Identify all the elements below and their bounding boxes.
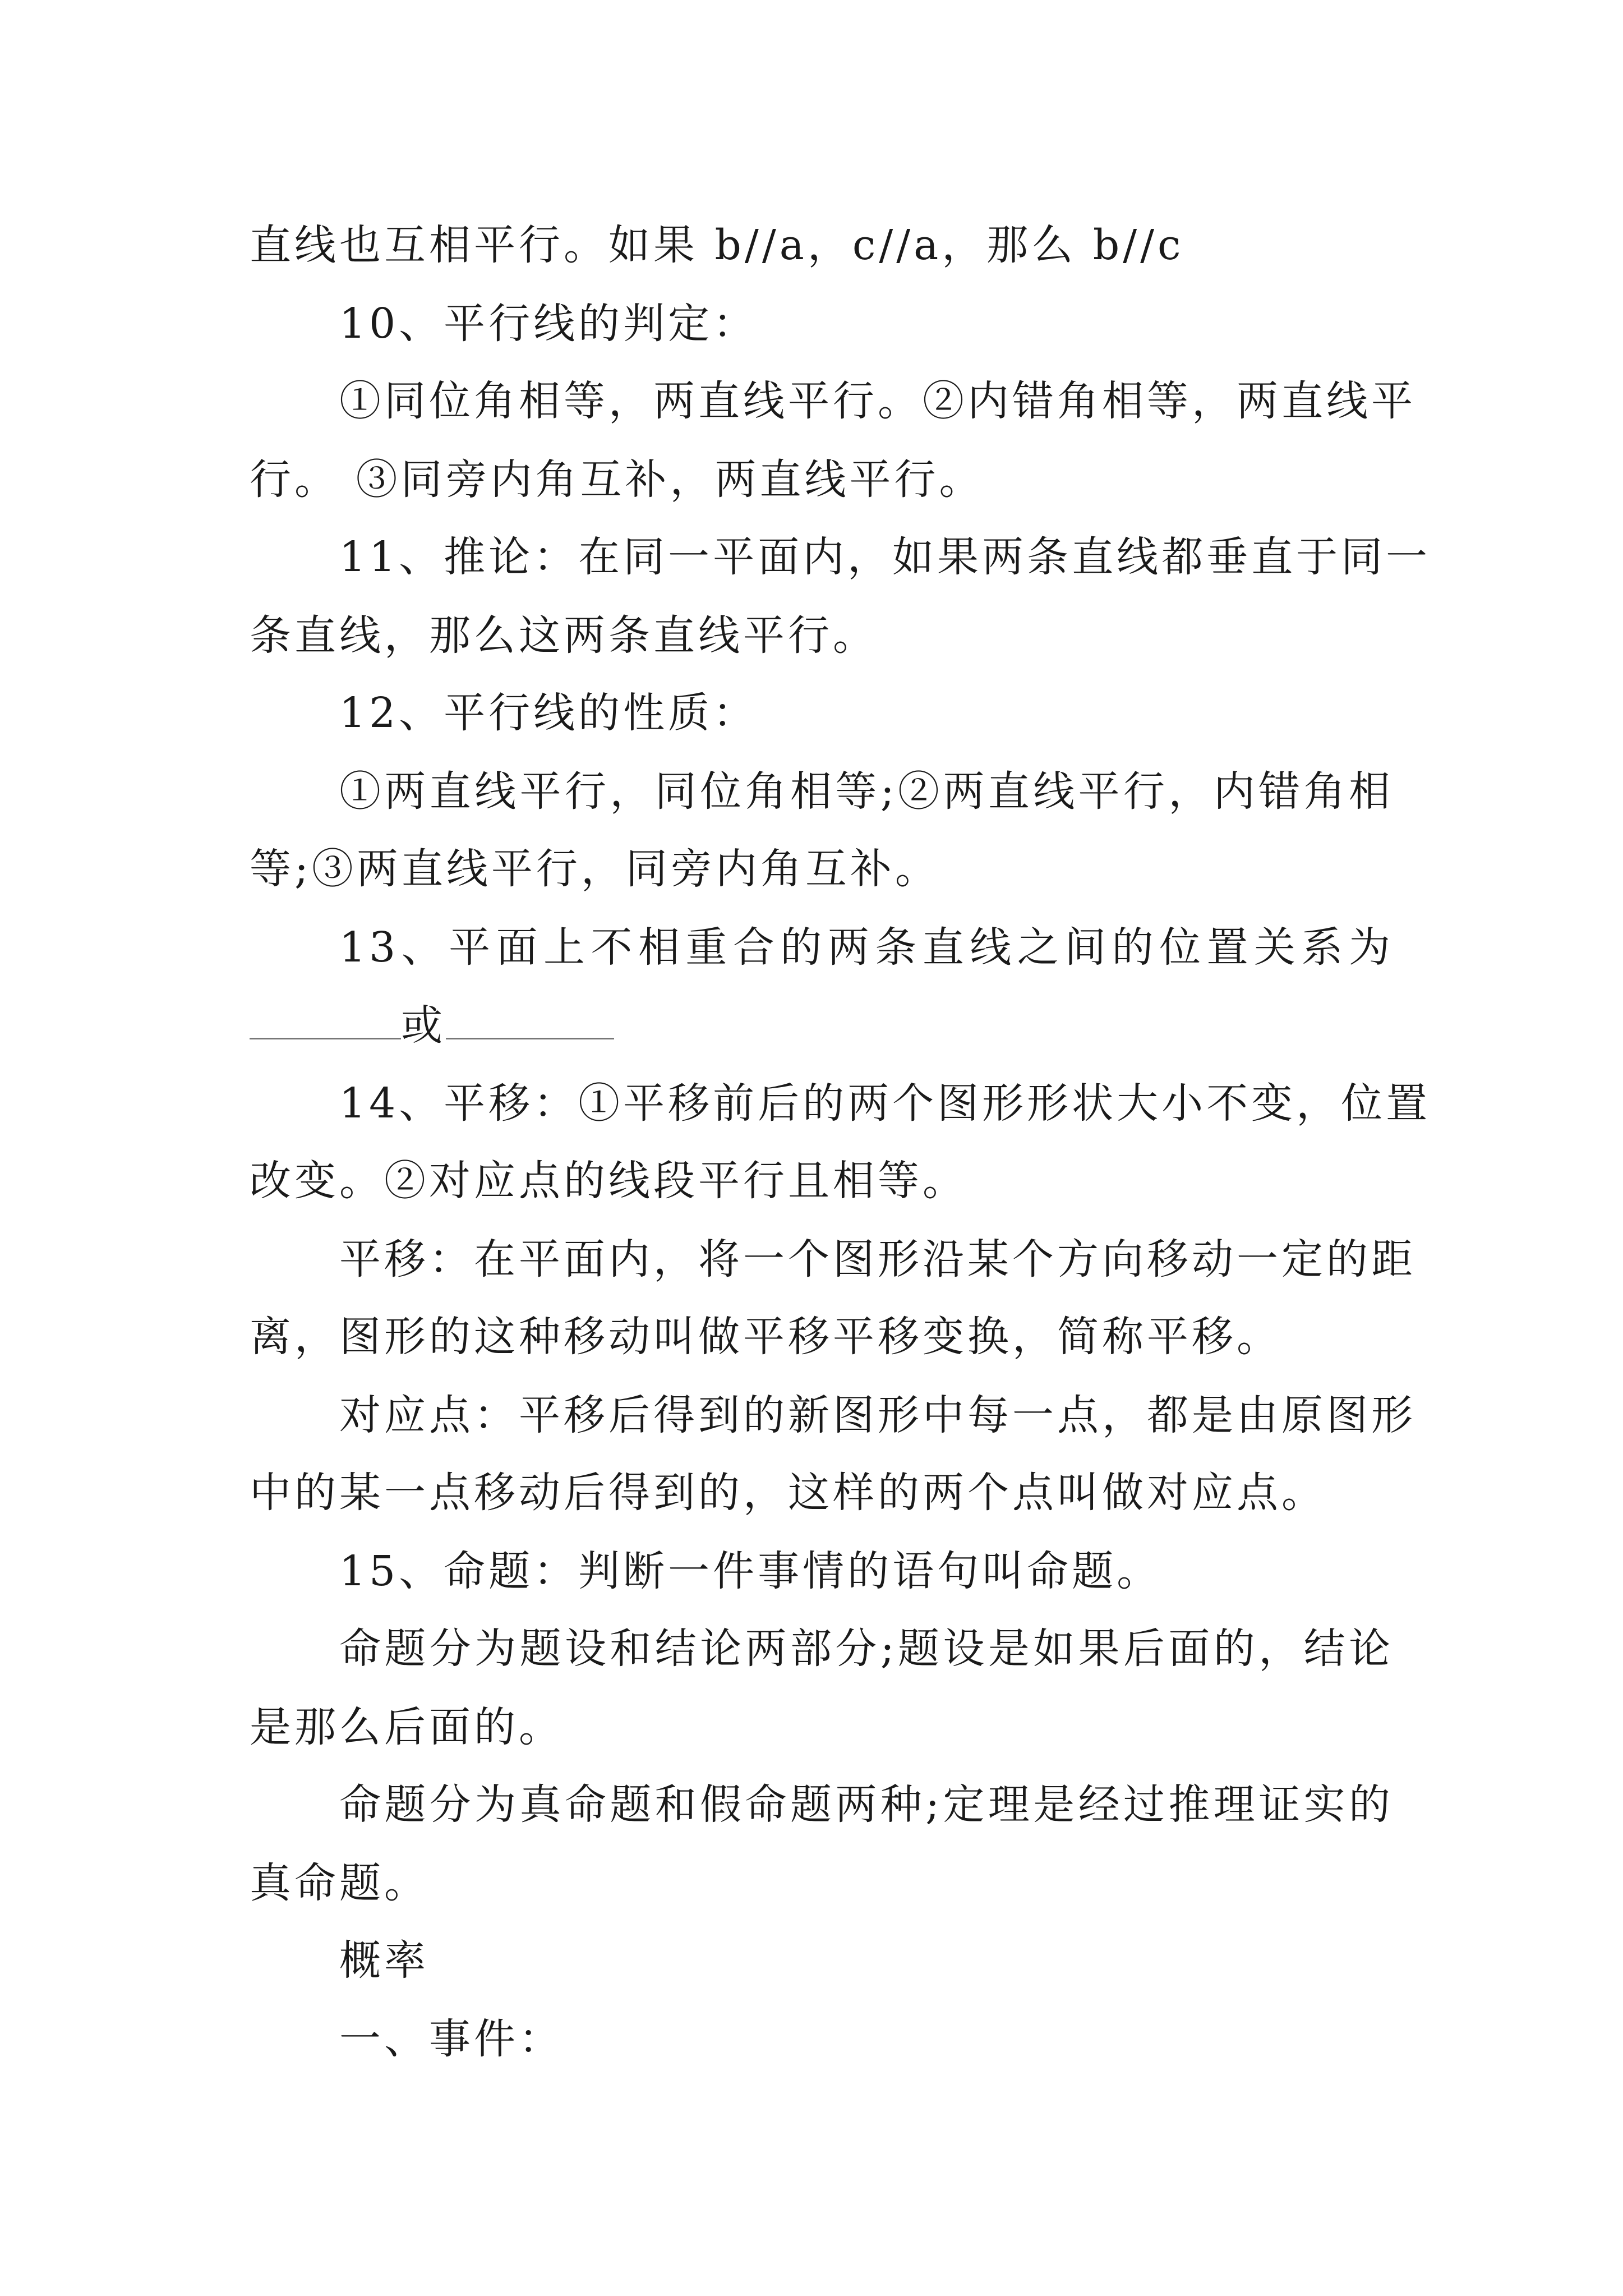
text-line: 平移：在平面内，将一个图形沿某个方向移动一定的距 bbox=[339, 1235, 1416, 1283]
subsection-heading-events: 一、事件： bbox=[339, 2015, 564, 2063]
answer-blank-2[interactable] bbox=[446, 1004, 614, 1039]
text-line: 行。 ③同旁内角互补，两直线平行。 bbox=[250, 455, 984, 504]
text-line: ①同位角相等，两直线平行。②内错角相等，两直线平 bbox=[339, 377, 1416, 425]
section-heading-probability: 概率 bbox=[339, 1936, 429, 1985]
text-line: 是那么后面的。 bbox=[250, 1703, 564, 1751]
text-line: 改变。②对应点的线段平行且相等。 bbox=[250, 1157, 967, 1205]
text-line: 14、平移：①平移前后的两个图形形状大小不变，位置 bbox=[339, 1079, 1431, 1128]
text-line: 真命题。 bbox=[250, 1859, 429, 1907]
text-line: 离，图形的这种移动叫做平移平移变换，简称平移。 bbox=[250, 1313, 1281, 1361]
heading-parallel-criteria: 10、平行线的判定： bbox=[339, 300, 758, 348]
heading-parallel-properties: 12、平行线的性质： bbox=[339, 689, 758, 737]
answer-blank-1[interactable] bbox=[250, 1004, 401, 1039]
blank-connector: 或 bbox=[401, 1001, 446, 1050]
text-line: ①两直线平行，同位角相等;②两直线平行，内错角相 bbox=[339, 767, 1394, 816]
text-line: 直线也互相平行。如果 b//a，c//a，那么 b//c bbox=[250, 221, 1184, 269]
text-line: 对应点：平移后得到的新图形中每一点，都是由原图形 bbox=[339, 1391, 1416, 1439]
text-line: 中的某一点移动后得到的，这样的两个点叫做对应点。 bbox=[250, 1469, 1326, 1517]
fill-in-blank-line bbox=[250, 1001, 614, 1050]
text-line: 条直线，那么这两条直线平行。 bbox=[250, 611, 878, 660]
text-line: 13、平面上不相重合的两条直线之间的位置关系为 bbox=[339, 923, 1394, 972]
text-line: 15、命题：判断一件事情的语句叫命题。 bbox=[339, 1547, 1162, 1595]
text-line: 命题分为题设和结论两部分;题设是如果后面的，结论 bbox=[339, 1625, 1394, 1673]
text-line: 命题分为真命题和假命题两种;定理是经过推理证实的 bbox=[339, 1780, 1394, 1829]
text-line: 等;③两直线平行，同旁内角互补。 bbox=[250, 845, 940, 893]
text-line: 11、推论：在同一平面内，如果两条直线都垂直于同一 bbox=[339, 533, 1431, 581]
